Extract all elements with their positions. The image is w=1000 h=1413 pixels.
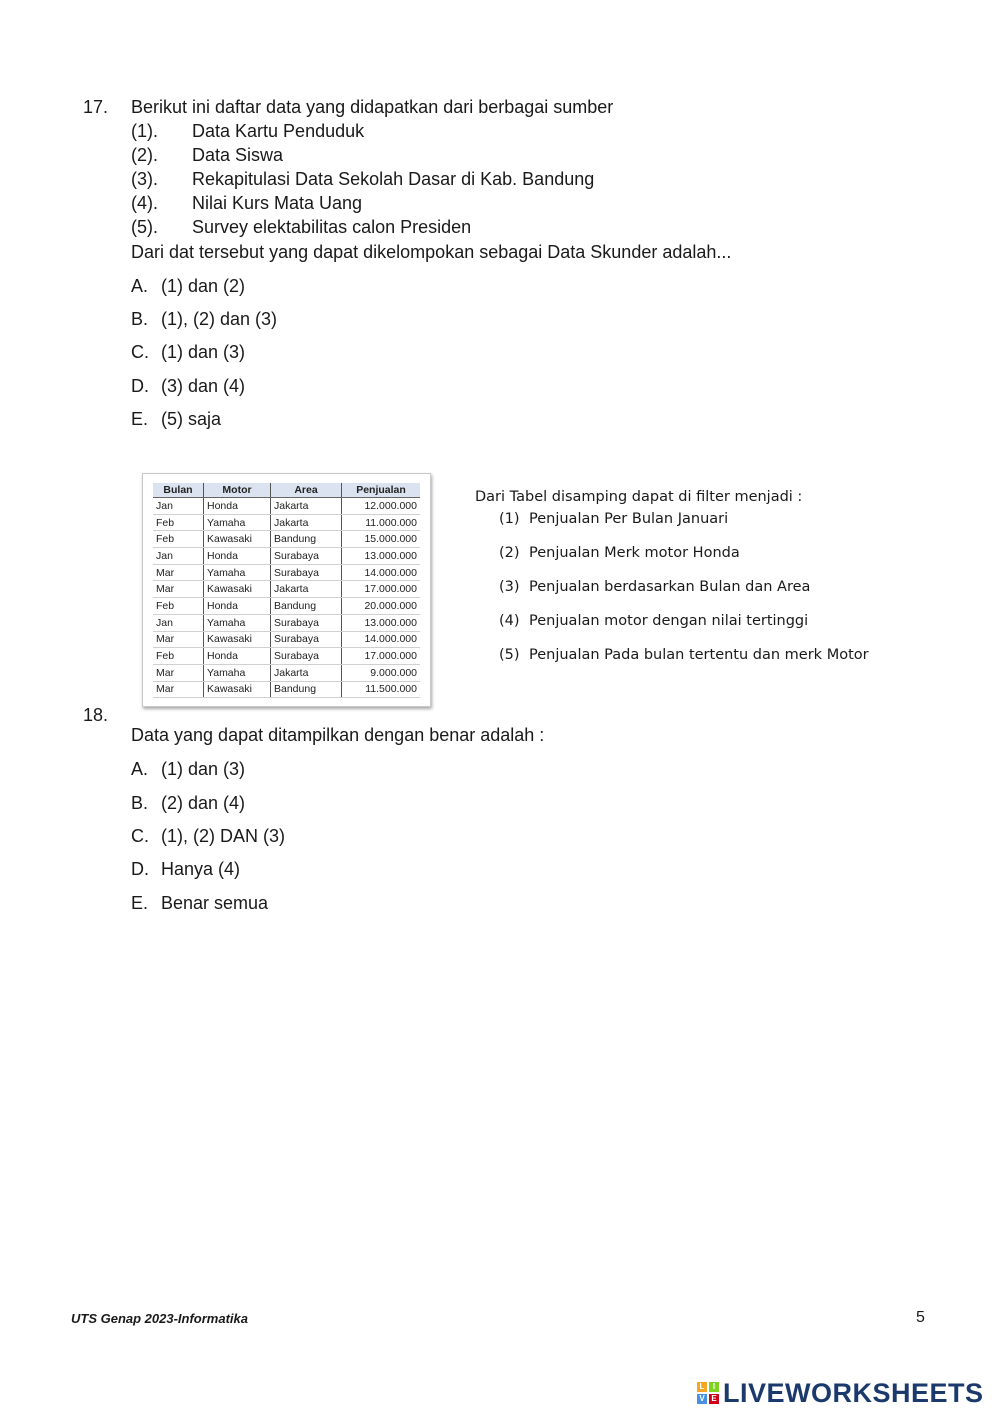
table-cell: 11.000.000: [342, 514, 421, 531]
table-cell: Jakarta: [271, 514, 342, 531]
table-cell: 12.000.000: [342, 498, 421, 515]
table-row: [153, 548, 420, 565]
question-17-number: 17.: [83, 97, 109, 117]
table-cell: Jakarta: [271, 664, 342, 681]
sales-table: [153, 483, 420, 698]
table-row: [153, 514, 420, 531]
option-d-answer[interactable]: (3) dan (4): [161, 376, 246, 396]
option-letter: A.: [131, 276, 149, 296]
option-c-answer[interactable]: (1) dan (3): [161, 342, 246, 362]
table-cell: Honda: [204, 548, 271, 565]
table-cell: Jakarta: [271, 581, 342, 598]
option-letter: B.: [131, 793, 149, 813]
table-cell: 13.000.000: [342, 548, 421, 565]
source-item-text: Nilai Kurs Mata Uang: [192, 193, 363, 213]
table-cell: Mar: [153, 664, 204, 681]
source-item-number: (1).: [131, 121, 158, 141]
table-cell: Feb: [153, 648, 204, 665]
table-row: [153, 531, 420, 548]
option-letter: E.: [131, 893, 149, 913]
logo-tile: V: [697, 1394, 707, 1404]
filter-item-text: Penjualan Per Bulan Januari: [529, 511, 729, 527]
table-cell: Jan: [153, 614, 204, 631]
filter-item-number: (4): [499, 613, 520, 629]
table-cell: Kawasaki: [204, 681, 271, 698]
table-cell: Kawasaki: [204, 531, 271, 548]
table-header-row: [153, 483, 420, 498]
logo-tile: I: [709, 1382, 719, 1392]
option-letter: C.: [131, 342, 149, 362]
table-cell: 17.000.000: [342, 648, 421, 665]
table-cell: Feb: [153, 531, 204, 548]
source-item-text: Rekapitulasi Data Sekolah Dasar di Kab. Bandung: [192, 169, 595, 189]
table-row: [153, 598, 420, 615]
table-cell: 20.000.000: [342, 598, 421, 615]
filter-item-number: (1): [499, 511, 520, 527]
question-17-prompt: Dari dat tersebut yang dapat dikelompokan sebagai Data Skunder adalah...: [131, 242, 732, 262]
table-row: [153, 581, 420, 598]
table-cell: Mar: [153, 581, 204, 598]
option-b-answer[interactable]: (1), (2) dan (3): [161, 309, 278, 329]
table-cell: Mar: [153, 631, 204, 648]
source-item-text: Survey elektabilitas calon Presiden: [192, 217, 472, 237]
filter-item-text: Penjualan motor dengan nilai tertinggi: [529, 613, 809, 629]
filter-item-text: Penjualan Pada bulan tertentu dan merk Motor: [529, 647, 869, 663]
logo-icon: [697, 1382, 719, 1404]
filter-item-number: (3): [499, 579, 520, 595]
table-cell: Kawasaki: [204, 581, 271, 598]
table-row: [153, 498, 420, 515]
option-c-answer[interactable]: (1), (2) DAN (3): [161, 826, 286, 846]
table-cell: Surabaya: [271, 631, 342, 648]
option-d-answer[interactable]: Hanya (4): [161, 859, 241, 879]
table-cell: Surabaya: [271, 614, 342, 631]
option-letter: D.: [131, 376, 149, 396]
column-header: Area: [271, 483, 342, 498]
table-cell: Kawasaki: [204, 631, 271, 648]
table-cell: Surabaya: [271, 648, 342, 665]
table-cell: Bandung: [271, 598, 342, 615]
table-body: [153, 498, 420, 698]
question-18-prompt: Data yang dapat ditampilkan dengan benar adalah :: [131, 725, 545, 745]
filter-item-text: Penjualan Merk motor Honda: [529, 545, 740, 561]
table-row: [153, 614, 420, 631]
question-17-stem: Berikut ini daftar data yang didapatkan dari berbagai sumber: [131, 97, 614, 117]
table-cell: Yamaha: [204, 514, 271, 531]
footer-title: UTS Genap 2023-Informatika: [71, 1311, 248, 1326]
table-cell: Mar: [153, 681, 204, 698]
option-letter: A.: [131, 759, 149, 779]
table-row: [153, 664, 420, 681]
table-cell: 15.000.000: [342, 531, 421, 548]
source-item-text: Data Siswa: [192, 145, 284, 165]
source-item-number: (5).: [131, 217, 158, 237]
table-cell: Jan: [153, 498, 204, 515]
source-item-text: Data Kartu Penduduk: [192, 121, 365, 141]
page-number: 5: [916, 1309, 925, 1326]
column-header: Bulan: [153, 483, 204, 498]
filter-item-number: (2): [499, 545, 520, 561]
table-cell: Honda: [204, 598, 271, 615]
table-cell: Bandung: [271, 531, 342, 548]
table-cell: 17.000.000: [342, 581, 421, 598]
filter-item-text: Penjualan berdasarkan Bulan dan Area: [529, 579, 811, 595]
liveworksheets-logo[interactable]: [697, 1378, 984, 1408]
table-cell: Feb: [153, 514, 204, 531]
table-cell: 14.000.000: [342, 564, 421, 581]
source-item-number: (4).: [131, 193, 158, 213]
option-a-answer[interactable]: (1) dan (2): [161, 276, 246, 296]
table-row: [153, 631, 420, 648]
option-letter: C.: [131, 826, 149, 846]
table-cell: Surabaya: [271, 548, 342, 565]
option-e-answer[interactable]: (5) saja: [161, 409, 222, 429]
option-letter: B.: [131, 309, 149, 329]
logo-tile: E: [709, 1394, 719, 1404]
table-cell: Yamaha: [204, 614, 271, 631]
logo-text: LIVEWORKSHEETS: [723, 1377, 984, 1408]
table-cell: Yamaha: [204, 564, 271, 581]
table-cell: 9.000.000: [342, 664, 421, 681]
option-letter: D.: [131, 859, 149, 879]
table-cell: Yamaha: [204, 664, 271, 681]
question-18-number: 18.: [83, 705, 109, 725]
column-header: Penjualan: [342, 483, 421, 498]
table-cell: Surabaya: [271, 564, 342, 581]
table-cell: 11.500.000: [342, 681, 421, 698]
logo-tile: L: [697, 1382, 707, 1392]
table-cell: 13.000.000: [342, 614, 421, 631]
table-cell: Honda: [204, 648, 271, 665]
table-cell: Mar: [153, 564, 204, 581]
table-cell: Honda: [204, 498, 271, 515]
filter-intro: Dari Tabel disamping dapat di filter menjadi :: [475, 489, 803, 505]
option-a-answer[interactable]: (1) dan (3): [161, 759, 246, 779]
source-item-number: (3).: [131, 169, 158, 189]
table-cell: 14.000.000: [342, 631, 421, 648]
option-e-answer[interactable]: Benar semua: [161, 893, 269, 913]
source-item-number: (2).: [131, 145, 158, 165]
table-row: [153, 564, 420, 581]
table-row: [153, 648, 420, 665]
sales-table-image: [142, 473, 431, 707]
table-cell: Bandung: [271, 681, 342, 698]
table-cell: Jan: [153, 548, 204, 565]
table-row: [153, 681, 420, 698]
table-cell: Jakarta: [271, 498, 342, 515]
filter-item-number: (5): [499, 647, 520, 663]
table-cell: Feb: [153, 598, 204, 615]
option-b-answer[interactable]: (2) dan (4): [161, 793, 246, 813]
column-header: Motor: [204, 483, 271, 498]
option-letter: E.: [131, 409, 149, 429]
